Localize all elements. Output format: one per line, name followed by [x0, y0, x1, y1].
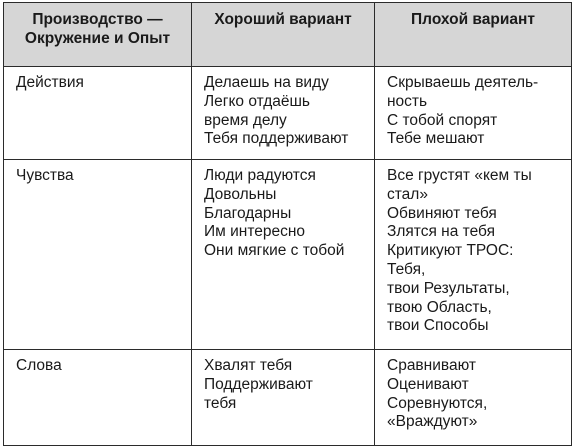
cell-line: Злятся на тебя	[387, 223, 495, 241]
cell-line: твою Область,	[387, 298, 492, 316]
header-bad	[375, 3, 572, 67]
cell-line: Критикуют ТРОС:	[387, 242, 514, 260]
header-good-label: Хороший вариант	[214, 11, 352, 28]
row-label-text: Действия	[16, 74, 84, 91]
cell-line: ность	[387, 92, 428, 110]
cell-line: Скрываешь деятель-	[387, 74, 539, 91]
cell-line: Тебя поддерживают	[204, 130, 349, 148]
cell-line: Соревнуются,	[387, 394, 488, 412]
cell-line: Тебя,	[387, 260, 426, 278]
cell-line: Обвиняют тебя	[387, 204, 497, 222]
cell-line: Благодарны	[204, 204, 292, 222]
cell-line: Довольны	[204, 185, 277, 203]
row-label-text: Слова	[16, 357, 62, 374]
row-label	[4, 160, 192, 350]
comparison-table	[3, 2, 572, 446]
table-row	[4, 67, 572, 160]
cell-line: Поддерживают	[204, 375, 313, 393]
cell-line: Оценивают	[387, 375, 469, 393]
row-label	[4, 67, 192, 160]
cell-line: тебя	[204, 394, 237, 412]
header-good	[192, 3, 375, 67]
cell-line: стал»	[387, 185, 428, 203]
good-cell	[192, 67, 375, 160]
good-cell	[192, 350, 375, 446]
bad-cell	[375, 67, 572, 160]
cell-line: Люди радуются	[204, 167, 316, 184]
cell-line: Легко отдаёшь	[204, 92, 310, 110]
cell-line: Хвалят тебя	[204, 357, 293, 374]
cell-line: Сравнивают	[387, 357, 476, 374]
header-category-line: Производство —	[32, 11, 163, 28]
bad-cell	[375, 350, 572, 446]
cell-line: Делаешь на виду	[204, 74, 329, 91]
header-bad-label: Плохой вариант	[411, 11, 535, 28]
good-cell	[192, 160, 375, 350]
cell-line: Они мягкие с тобой	[204, 242, 345, 260]
header-row	[4, 3, 572, 67]
cell-line: твои Результаты,	[387, 279, 510, 297]
cell-line: С тобой спорят	[387, 111, 498, 129]
cell-line: Им интересно	[204, 223, 306, 241]
cell-line: Все грустят «кем ты	[387, 167, 532, 184]
bad-cell	[375, 160, 572, 350]
cell-line: твои Способы	[387, 317, 489, 335]
cell-line: «Враждуют»	[387, 413, 478, 431]
row-label-text: Чувства	[16, 167, 74, 184]
header-category	[4, 3, 192, 67]
table-row	[4, 350, 572, 446]
cell-line: Тебе мешают	[387, 130, 485, 148]
row-label	[4, 350, 192, 446]
table-row	[4, 160, 572, 350]
cell-line: время делу	[204, 111, 287, 129]
header-category-line: Окружение и Опыт	[24, 29, 171, 47]
